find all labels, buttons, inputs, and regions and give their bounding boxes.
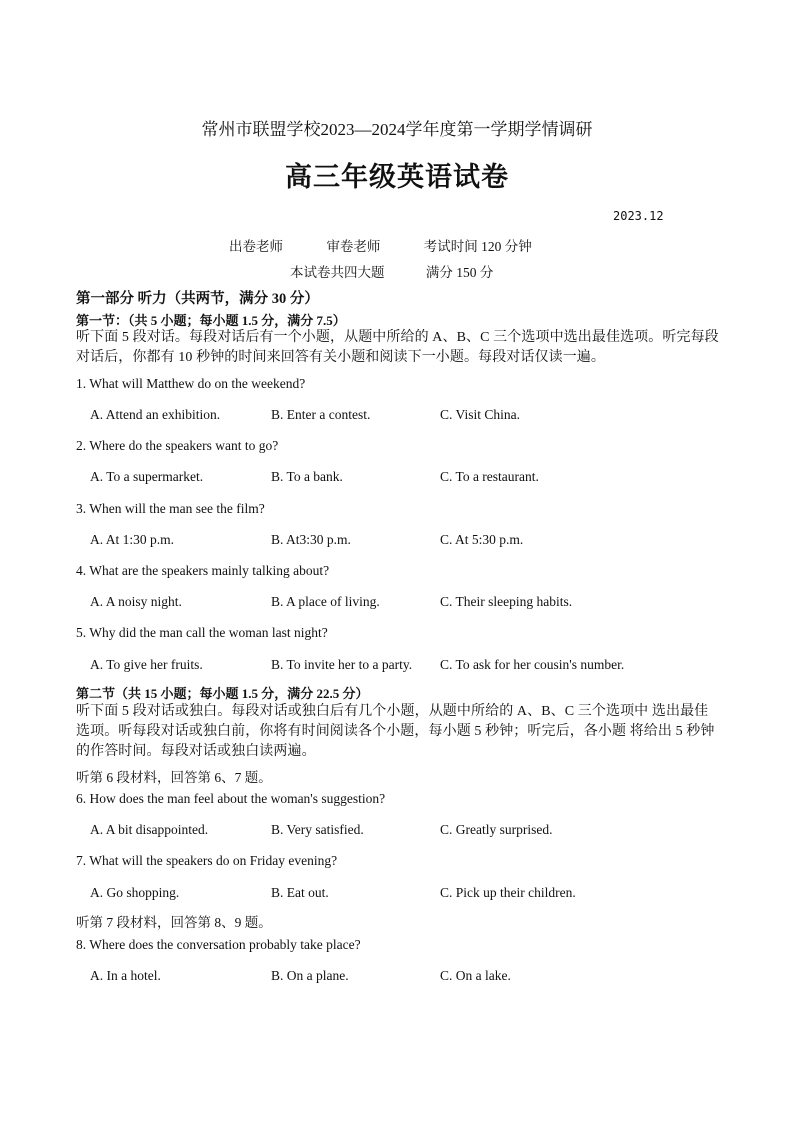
setter-label: 出卷老师 [229,239,283,254]
option-6b: B. Very satisfied. [271,822,364,837]
option-4b: B. A place of living. [271,594,380,609]
option-2c: C. To a restaurant. [440,469,539,484]
option-7a: A. Go shopping. [90,885,180,900]
part1-title: 第一部分 听力（共两节，满分 30 分） [76,291,319,307]
option-8c: C. On a lake. [440,968,511,983]
section1-title: 第一节：（共 5 小题；每小题 1.5 分，满分 7.5） [76,313,346,328]
option-7c: C. Pick up their children. [440,885,576,900]
question-7: 7. What will the speakers do on Friday evening? [76,853,338,868]
school-title: 常州市联盟学校2023—2024学年度第一学期学情调研 [201,120,593,139]
option-6a: A. A bit disappointed. [90,822,209,837]
option-8a: A. In a hotel. [90,968,161,983]
option-1b: B. Enter a contest. [271,407,371,422]
exam-date: 2023.12 [613,209,664,223]
material-6-note: 听第 6 段材料，回答第 6、7 题。 [76,770,272,785]
option-1c: C. Visit China. [440,407,520,422]
section2-title: 第二节（共 15 小题；每小题 1.5 分，满分 22.5 分） [76,686,369,701]
exam-title: 高三年级英语试卷 [285,162,509,193]
option-3c: C. At 5:30 p.m. [440,532,524,547]
question-8: 8. Where does the conversation probably take place? [76,937,361,952]
material-7-note: 听第 7 段材料，回答第 8、9 题。 [76,915,272,930]
section2-instructions: 听下面 5 段对话或独白。每段对话或独白后有几个小题，从题中所给的 A、B、C 三个选项中 选出最佳选项。听每段对话或独白前，你将有时间阅读各个小题，每小题 5 秒钟；听完后，各小题 将给出 5 秒钟的作答时间。每段对话或独白读两遍。 [76,704,715,759]
option-6c: C. Greatly surprised. [440,822,553,837]
reviewer-label: 审卷老师 [326,239,381,254]
exam-duration: 考试时间 120 分钟 [423,239,532,254]
section-count: 本试卷共四大题 [290,265,385,280]
option-5a: A. To give her fruits. [90,657,203,672]
question-1: 1. What will Matthew do on the weekend? [76,376,306,391]
option-5b: B. To invite her to a party. [271,657,413,672]
question-4: 4. What are the speakers mainly talking about? [76,563,330,578]
section1-instructions: 听下面 5 段对话。每段对话后有一个小题，从题中所给的 A、B、C 三个选项中选出最佳选项。听完每段对话后，你都有 10 秒钟的时间来回答有关小题和阅读下一小题。每段对话仅读一遍。 [76,330,719,365]
exam-info-line2 [290,261,531,281]
question-6: 6. How does the man feel about the woman's suggestion? [76,791,386,806]
option-2a: A. To a supermarket. [90,469,204,484]
question-2: 2. Where do the speakers want to go? [76,438,279,453]
question-5: 5. Why did the man call the woman last night? [76,625,328,640]
exam-info-line1 [229,235,572,255]
option-2b: B. To a bank. [271,469,343,484]
option-4c: C. Their sleeping habits. [440,594,573,609]
option-1a: A. Attend an exhibition. [90,407,221,422]
option-3a: A. At 1:30 p.m. [90,532,175,547]
option-7b: B. Eat out. [271,885,329,900]
option-8b: B. On a plane. [271,968,349,983]
option-4a: A. A noisy night. [90,594,182,609]
question-3: 3. When will the man see the film? [76,501,265,516]
option-5c: C. To ask for her cousin's number. [440,657,625,672]
full-score: 满分 150 分 [425,265,494,280]
option-3b: B. At3:30 p.m. [271,532,351,547]
